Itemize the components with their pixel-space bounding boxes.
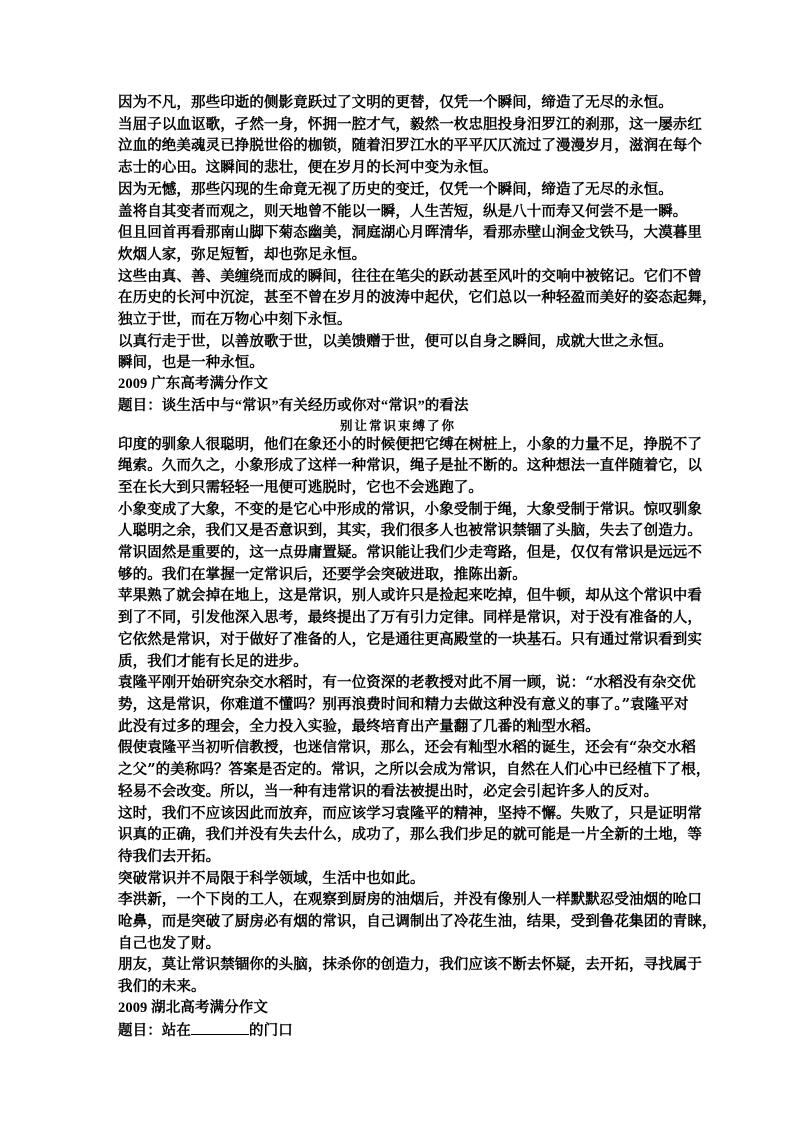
text-line: 至在长大到只需轻轻一甩便可逃脱时，它也不会逃跑了。	[118, 478, 483, 496]
text-line: 因为不凡，那些印逝的侧影竟跃过了文明的更替，仅凭一个瞬间，缔造了无尽的永恒。	[118, 94, 673, 111]
text-line: 绳索。久而久之，小象形成了这样一种常识，绳子是扯不断的。这种想法一直伴随着它，以	[118, 457, 702, 475]
text-line: 常识固然是重要的，这一点毋庸置疑。常识能让我们少走弯路，但是，仅仅有常识是远远不	[118, 544, 702, 562]
text-line: 势，这是常识，你难道不懂吗？别再浪费时间和精力去做这种没有意义的事了。”袁隆平对	[118, 695, 689, 713]
text-line: 质，我们才能有长足的进步。	[118, 652, 308, 670]
text-line: 在历史的长河中沉淀，甚至不曾在岁月的波涛中起伏，它们总以一种轻盈而美好的姿态起舞，	[118, 289, 717, 307]
text-line: 因为无憾，那些闪现的生命竟无视了历史的变迁，仅凭一个瞬间，缔造了无尽的永恒。	[118, 180, 673, 198]
text-line: 苹果熟了就会掉在地上，这是常识，别人或许只是捡起来吃掉，但牛顿，却从这个常识中看	[118, 587, 702, 605]
text-line: 志士的心田。这瞬间的悲壮，便在岁月的长河中变为永恒。	[118, 159, 498, 177]
text-line: 泣血的绝美魂灵已挣脱世俗的枷锁，随着汨罗江水的平平仄仄流过了漫漫岁月，滋润在每个	[118, 137, 702, 155]
text-line: 以真行走于世，以善放歌于世，以美馈赠于世，便可以自身之瞬间，成就大世之永恒。	[118, 332, 673, 350]
text-line: 李洪新，一个下岗的工人，在观察到厨房的油烟后，并没有像别人一样默默忍受油烟的呛口	[118, 891, 702, 909]
essay-3-heading: 2009 湖北高考满分作文	[118, 999, 268, 1016]
text-line: 识真的正确，我们并没有失去什么，成功了，那么我们步足的就可能是一片全新的土地，等	[118, 826, 702, 844]
text-line: 之父”的美称吗？答案是否定的。常识，之所以会成为常识，自然在人们心中已经植下了根，	[118, 761, 711, 779]
text-line: 瞬间，也是一种永恒。	[118, 354, 264, 372]
document-page	[118, 92, 717, 1042]
text-line: 轻易不会改变。所以，当一种有违常识的看法被提出时，必定会引起许多人的反对。	[118, 782, 659, 800]
text-line: 印度的驯象人很聪明，他们在象还小的时候便把它缚在树桩上，小象的力量不足，挣脱不了	[118, 435, 702, 453]
essay-2-subtitle: 别让常识束缚了你	[339, 417, 456, 433]
fill-in-blank	[191, 1020, 249, 1035]
text-line: 此没有过多的理会，全力投入实验，最终培育出产量翻了几番的籼型水稻。	[118, 717, 600, 735]
essay-3-topic	[118, 1020, 678, 1043]
text-line: 但且回首再看那南山脚下菊态幽美，洞庭湖心月晖清华，看那赤壁山涧金戈铁马，大漠暮里	[118, 224, 702, 242]
essay-2-topic: 题目：谈生活中与“常识”有关经历或你对“常识”的看法	[118, 397, 469, 414]
text-line: 自己也发了财。	[118, 934, 221, 952]
text-line: 我们的未来。	[118, 978, 206, 996]
text-line: 这时，我们不应该因此而放弃，而应该学习袁隆平的精神，坚持不懈。失败了，只是证明常	[118, 804, 702, 822]
text-line: 炊烟人家，弥足短暂，却也弥足永恒。	[118, 245, 367, 263]
text-line: 独立于世，而在万物心中刻下永恒。	[118, 311, 352, 329]
text-line: 呛鼻，而是突破了厨房必有烟的常识，自己调制出了冷花生油，结果，受到鲁花集团的青睐，	[118, 913, 717, 931]
essay-2-heading: 2009 广东高考满分作文	[118, 376, 268, 393]
essay-2-body	[118, 434, 717, 998]
text-line: 待我们去开拓。	[118, 847, 221, 865]
text-line: 突破常识并不局限于科学领域，生活中也如此。	[118, 869, 425, 887]
text-line: 到了不同，引发他深入思考，最终提出了万有引力定律。同样是常识，对于没有准备的人，	[118, 609, 702, 627]
text-line: 当屈子以血讴歌，孑然一身，怀拥一腔才气，毅然一枚忠胆投身汨罗江的刹那，这一屡赤红	[118, 115, 702, 133]
text-line: 盖将自其变者而观之，则天地曾不能以一瞬，人生苦短，纵是八十而寿又何尝不是一瞬。	[118, 202, 688, 220]
text-line: 朋友，莫让常识禁锢你的头脑，抹杀你的创造力，我们应该不断去怀疑，去开拓，寻找属于	[118, 956, 702, 974]
text-line: 够的。我们在掌握一定常识后，还要学会突破进取，推陈出新。	[118, 565, 527, 583]
essay-3-topic-suffix: 的门口	[249, 1022, 293, 1039]
essay-3-topic-prefix: 题目：站在	[118, 1022, 191, 1039]
text-line: 这些由真、善、美缠绕而成的瞬间，往往在笔尖的跃动甚至风叶的交响中被铭记。它们不曾	[118, 267, 702, 285]
essay-body-section-1	[118, 92, 717, 374]
text-line: 假使袁隆平当初听信教授，也迷信常识，那么，还会有籼型水稻的诞生，还会有“杂交水稻	[118, 739, 696, 757]
text-line: 袁隆平刚开始研究杂交水稻时，有一位资深的老教授对此不屑一顾，说：“水稻没有杂交优	[118, 674, 696, 692]
text-line: 人聪明之余，我们又是否意识到，其实，我们很多人也被常识禁锢了头脑，失去了创造力。	[118, 522, 702, 540]
text-line: 它依然是常识，对于做好了准备的人，它是通往更高殿堂的一块基石。只有通过常识看到实	[118, 630, 702, 648]
text-line: 小象变成了大象，不变的是它心中形成的常识，小象受制于绳，大象受制于常识。惊叹驯象	[118, 500, 702, 518]
